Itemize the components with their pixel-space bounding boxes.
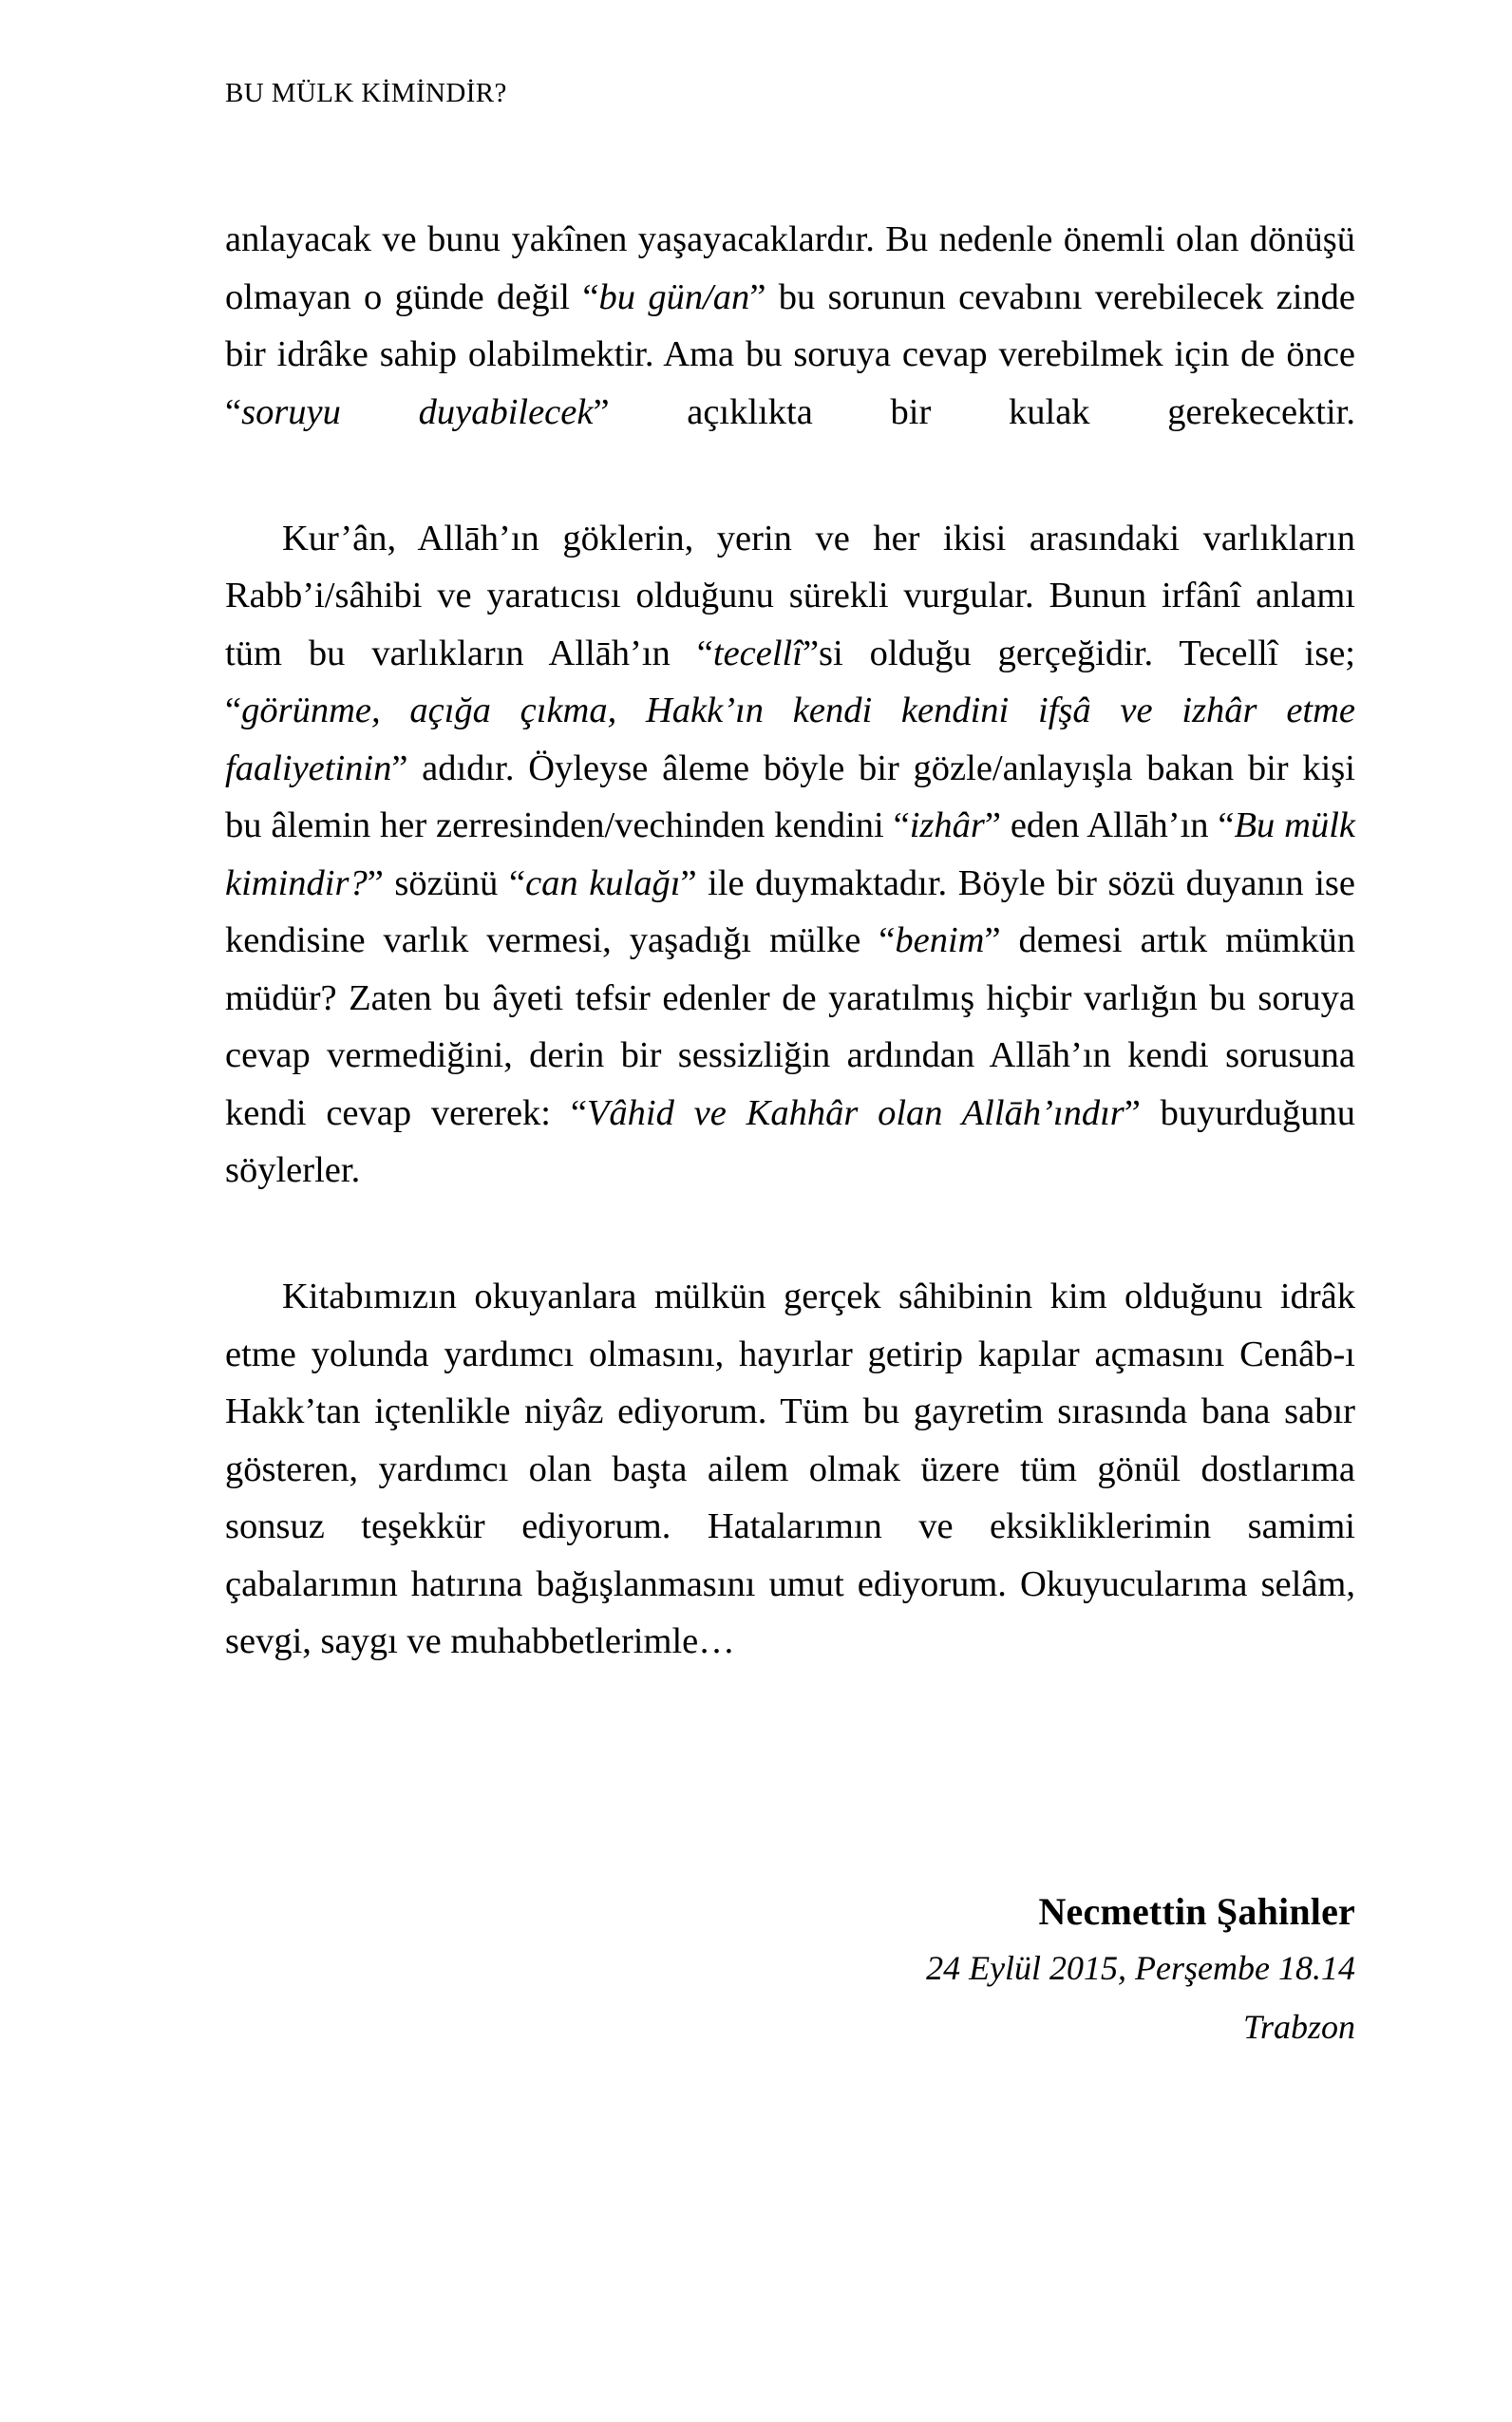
text-run: Kur’ân, Allāh’ın göklerin, yerin ve her ikisi arasındaki varlıkların Rabb’i/sâhibi ve yaratıcısı olduğunu sürekli vurgular. Bunun irfânî anlamı tüm bu varlıkların Allāh’ın <box>225 518 1355 673</box>
text-run: “ <box>1218 805 1235 845</box>
text-run: “ <box>582 276 599 317</box>
text-run: ” demesi artık mümkün müdür? Zaten bu âyeti tefsir edenler de yaratılmış hiçbir varlığın bu soruya cevap vermediğini, derin bir sessizliğin ardından Allāh’ın kendi sorusuna kendi cevap vererek: <box>225 920 1355 1133</box>
text-run: “ <box>879 920 896 960</box>
text-run: “ <box>893 805 910 845</box>
text-run: ” eden Allāh’ın <box>984 805 1219 845</box>
text-run: “ <box>225 691 242 730</box>
quoted-phrase: bu gün/an <box>598 276 750 317</box>
signature-date: 24 Eylül 2015, Perşembe 18.14 <box>926 1949 1355 1987</box>
text-run: ” buyurduğunu söylerler. <box>225 1092 1355 1190</box>
running-header: BU MÜLK KİMİNDİR? <box>225 78 507 108</box>
signature-block <box>501 1885 1355 2056</box>
text-run: “ <box>508 862 526 903</box>
text-run: Kitabımızın okuyanlara mülkün gerçek sâhibinin kim olduğunu idrâk etme yolunda yardımcı olmasını, hayırlar getirip kapılar açmasını Cenâb-ı Hakk’tan içtenlikle niyâz ediyorum. Tüm bu gayretim sırasında bana sabır gösteren, yardımcı olan başta ailem olmak üzere tüm gönül dostlarıma sonsuz teşekkür ediyorum. Hatalarımın ve eksikliklerimin samimi çabalarımın hatırına bağışlanmasını umut ediyorum. Okuyucularıma selâm, sevgi, saygı ve muhabbetlerimle… <box>225 1277 1355 1661</box>
text-run: “ <box>225 391 242 432</box>
paragraph-closing <box>225 1268 1355 1671</box>
quoted-phrase: Vâhid ve Kahhâr olan Allāh’ındır <box>586 1092 1125 1133</box>
text-run: ” bu sorunun cevabını verebilecek zinde bir idrâke sahip olabilmektir. Ama bu soruya cevap verebilmek için de önce <box>225 276 1356 374</box>
body-text-block <box>225 211 1355 1671</box>
text-run: anlayacak ve bunu yakînen yaşayacaklardır. Bu nedenle önemli olan dönüşü olmayan o günde değil <box>225 219 1355 317</box>
signature-city: Trabzon <box>1242 2008 1355 2046</box>
text-run: ” açıklıkta bir kulak gerekecektir. <box>593 391 1355 432</box>
text-run: ”si olduğu gerçeğidir. Tecellî ise; <box>802 633 1355 673</box>
quoted-phrase: can kulağı <box>525 862 681 903</box>
text-run: ” ile duymaktadır. Böyle bir sözü duyanın ise kendisine varlık vermesi, yaşadığı mülke <box>225 862 1355 960</box>
text-run: ” adıdır. Öyleyse âleme böyle bir gözle/anlayışla bakan bir kişi bu âlemin her zerresinden/vechinden kendini <box>225 747 1355 845</box>
quoted-phrase: tecellî <box>712 633 803 673</box>
text-run: “ <box>696 633 713 673</box>
quoted-phrase: Bu mülk kimindir? <box>225 805 1355 903</box>
paragraph-kuran <box>225 510 1355 1258</box>
quoted-phrase: benim <box>895 920 985 960</box>
text-run: ” sözünü <box>367 862 509 903</box>
quoted-phrase: izhâr <box>909 805 985 845</box>
quoted-phrase: soruyu duyabilecek <box>241 391 594 432</box>
text-run: “ <box>570 1092 587 1133</box>
paragraph-continuation <box>225 211 1355 499</box>
author-name: Necmettin Şahinler <box>1038 1890 1355 1933</box>
quoted-phrase: görünme, açığa çıkma, Hakk’ın kendi kendini ifşâ ve izhâr etme faaliyetinin <box>225 691 1355 788</box>
